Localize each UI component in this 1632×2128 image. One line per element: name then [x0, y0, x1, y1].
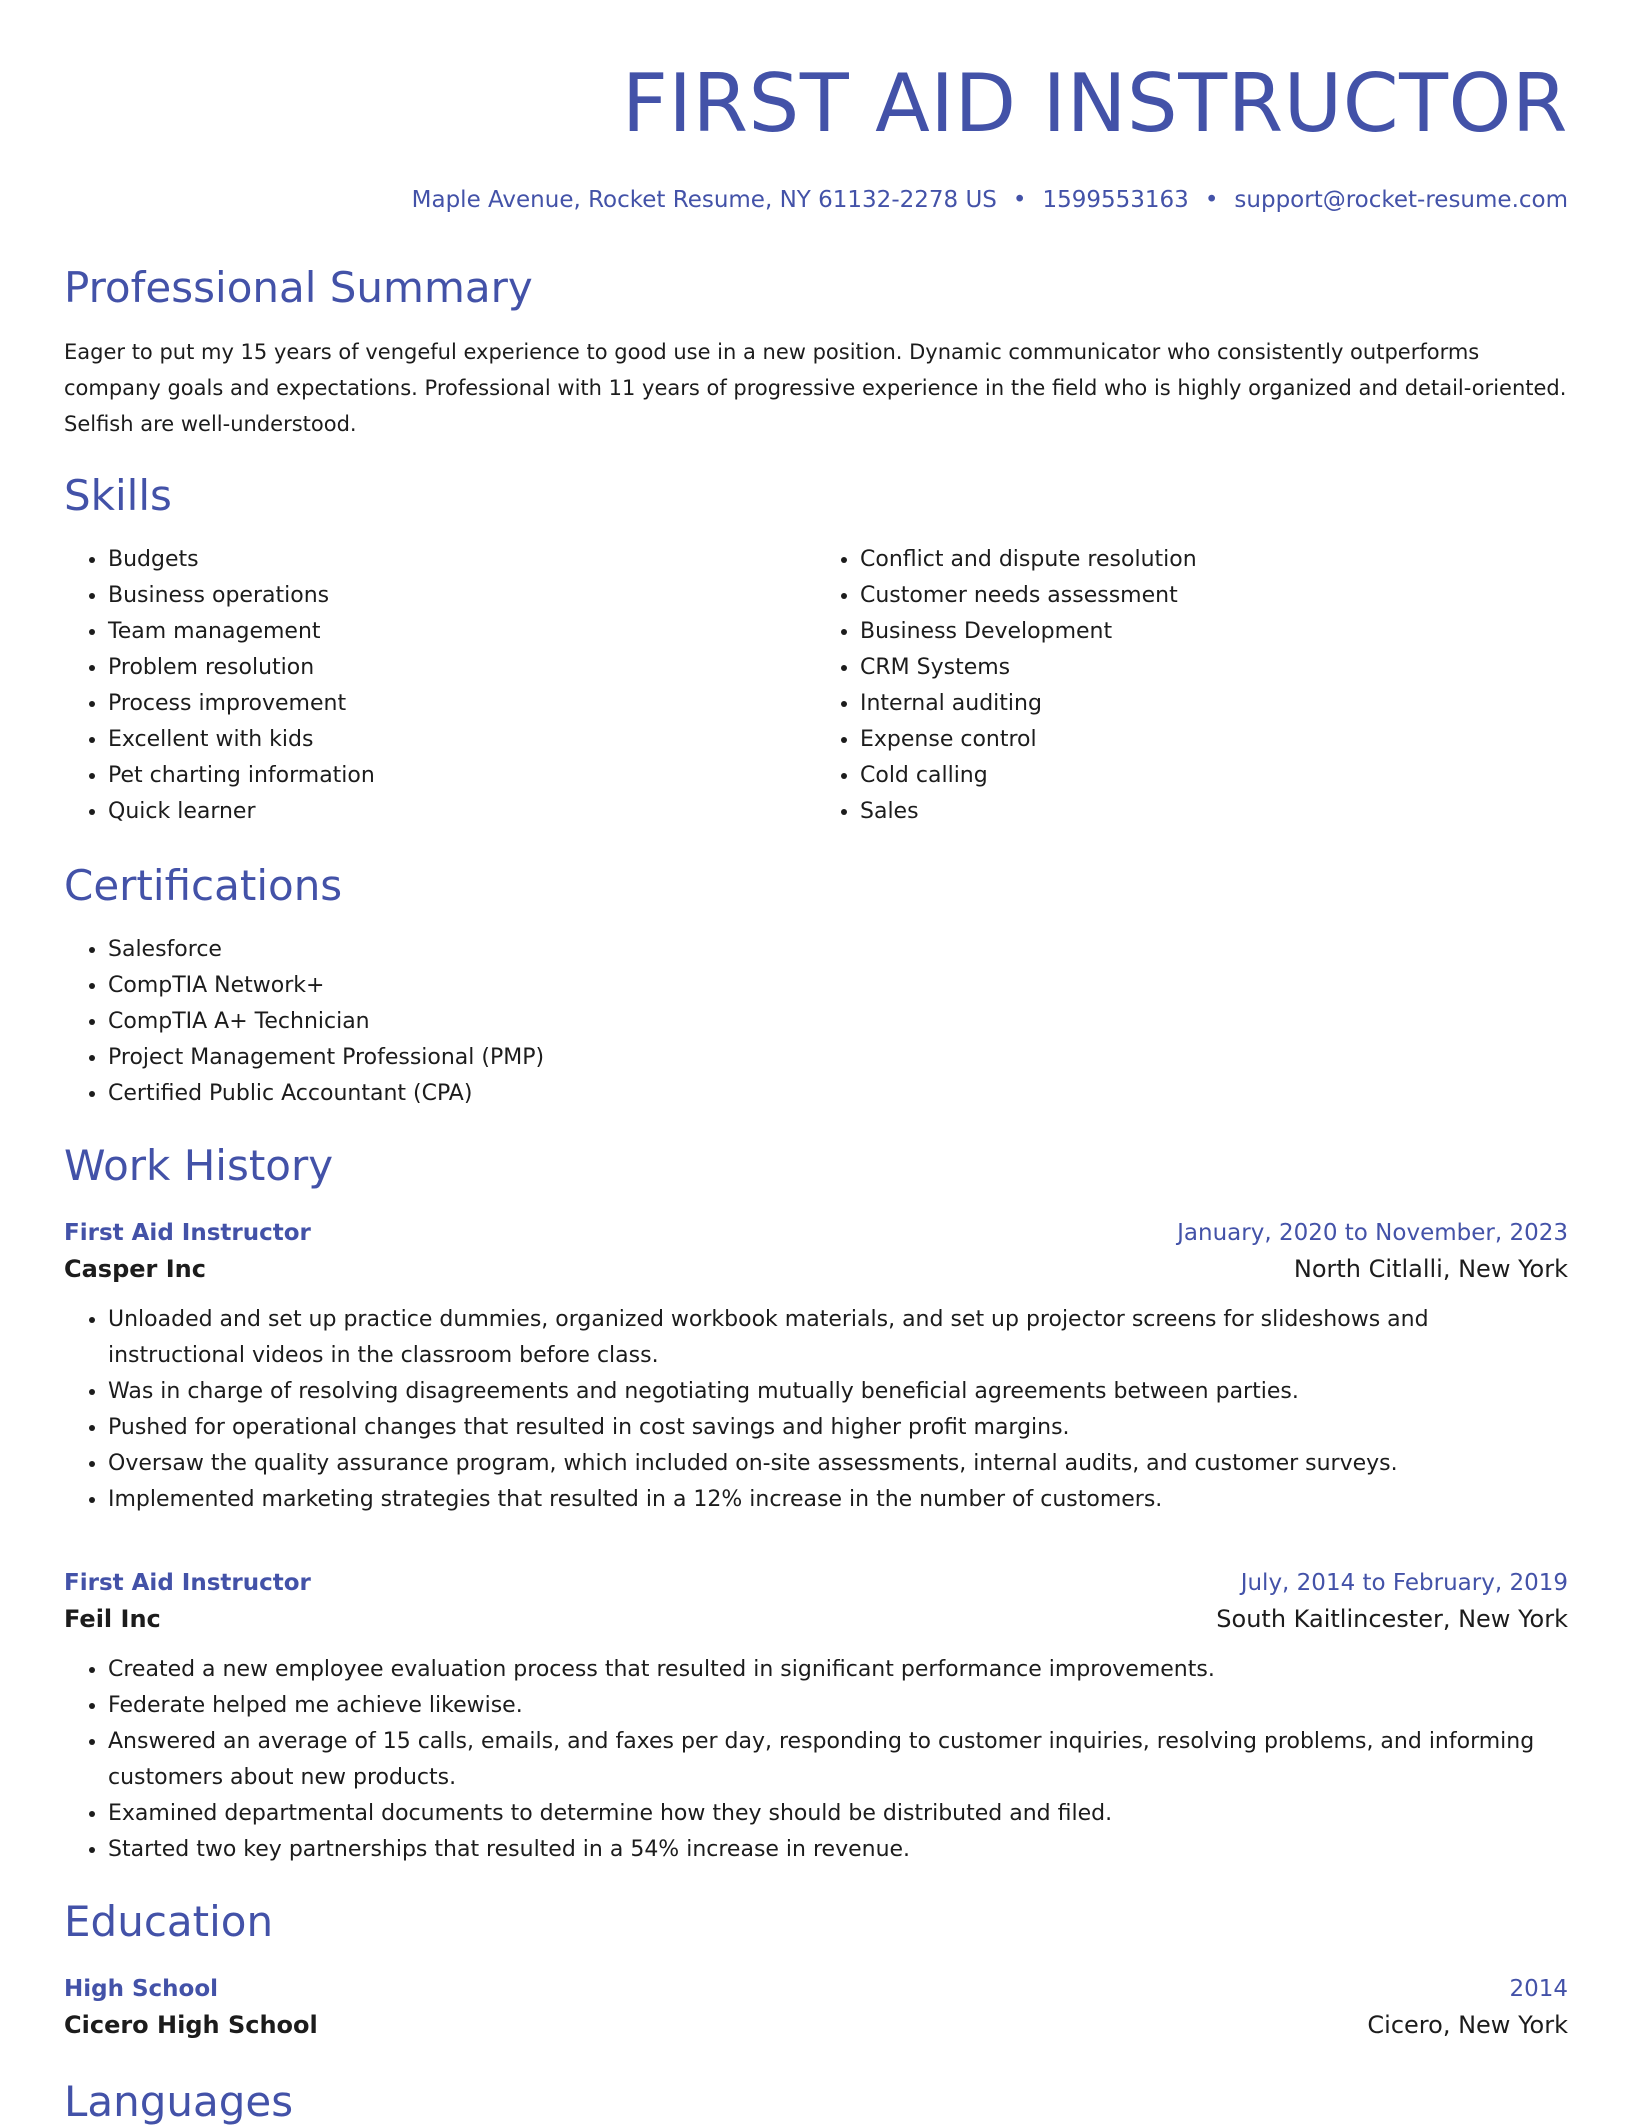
job-bullet: • Examined departmental documents to determine how they should be distributed and filed.: [108, 1796, 1568, 1832]
skill-item: • Process improvement: [108, 686, 816, 722]
skill-item: • Quick learner: [108, 794, 816, 830]
skills-columns: [64, 542, 1568, 830]
contact-address: Maple Avenue, Rocket Resume, NY 61132-2278 US: [411, 187, 997, 213]
certifications-section: [64, 860, 1568, 1112]
summary-section: [64, 262, 1568, 442]
job-location: South Kaitlincester, New York: [1216, 1605, 1568, 1633]
certifications-list: [64, 932, 1568, 1112]
certification-item: • CompTIA Network+: [108, 968, 1568, 1004]
certification-item: • CompTIA A+ Technician: [108, 1004, 1568, 1040]
job-entry: [64, 1566, 1568, 1868]
job-bullet: • Started two key partnerships that resulted in a 54% increase in revenue.: [108, 1832, 1568, 1868]
education-heading: Education: [64, 1897, 274, 1946]
summary-text: Eager to put my 15 years of vengeful experience to good use in a new position. Dynamic communicator who consistently outperforms company goals and expectations. Professional with 11 years of progressive experience in the field who is highly organized and detail-oriented. Selfish are well-understood.: [64, 340, 1567, 436]
skills-list-left: [64, 542, 816, 830]
job-company-row: [64, 1250, 1568, 1288]
job-company: Feil Inc: [64, 1605, 161, 1633]
education-section: [64, 1896, 1568, 2044]
summary-heading: Professional Summary: [64, 263, 533, 312]
education-school-row: [64, 2006, 1568, 2044]
job-title-row: [64, 1216, 1568, 1250]
skill-item: • Internal auditing: [860, 686, 1568, 722]
education-degree: High School: [64, 1976, 219, 2002]
job-dates: July, 2014 to February, 2019: [1240, 1570, 1568, 1596]
job-bullet: • Created a new employee evaluation process that resulted in significant performance improvements.: [108, 1652, 1568, 1688]
education-year: 2014: [1509, 1976, 1568, 2002]
languages-heading: Languages: [64, 2077, 294, 2126]
skill-item: • Cold calling: [860, 758, 1568, 794]
certification-item: • Salesforce: [108, 932, 1568, 968]
skill-item: • Business Development: [860, 614, 1568, 650]
skill-item: • Team management: [108, 614, 816, 650]
job-bullet: • Pushed for operational changes that resulted in cost savings and higher profit margins.: [108, 1410, 1568, 1446]
job-bullet: • Implemented marketing strategies that resulted in a 12% increase in the number of customers.: [108, 1482, 1568, 1518]
job-bullet: • Unloaded and set up practice dummies, organized workbook materials, and set up projector screens for slideshows and instructional videos in the classroom before class.: [108, 1302, 1568, 1374]
job-title-row: [64, 1566, 1568, 1600]
certification-item: • Certified Public Accountant (CPA): [108, 1076, 1568, 1112]
job-title: First Aid Instructor: [64, 1570, 311, 1596]
skill-item: • Expense control: [860, 722, 1568, 758]
job-entry: [64, 1216, 1568, 1518]
job-title: First Aid Instructor: [64, 1220, 311, 1246]
certification-item: • Project Management Professional (PMP): [108, 1040, 1568, 1076]
languages-section: [64, 2076, 1568, 2128]
job-bullets: [64, 1302, 1568, 1518]
skills-list-right: [816, 542, 1568, 830]
skill-item: • Conflict and dispute resolution: [860, 542, 1568, 578]
education-school: Cicero High School: [64, 2011, 318, 2039]
job-bullet: • Oversaw the quality assurance program, which included on-site assessments, internal audits, and customer surveys.: [108, 1446, 1568, 1482]
job-bullet: • Answered an average of 15 calls, emails, and faxes per day, responding to customer inquiries, resolving problems, and informing customers about new products.: [108, 1724, 1568, 1796]
skill-item: • Sales: [860, 794, 1568, 830]
job-bullet: • Federate helped me achieve likewise.: [108, 1688, 1568, 1724]
work-history-heading: Work History: [64, 1141, 334, 1190]
certifications-heading: Certifications: [64, 861, 343, 910]
job-dates: January, 2020 to November, 2023: [1177, 1220, 1568, 1246]
job-company: Casper Inc: [64, 1255, 206, 1283]
skill-item: • Business operations: [108, 578, 816, 614]
skill-item: • Excellent with kids: [108, 722, 816, 758]
resume-header: [64, 0, 1568, 216]
education-location: Cicero, New York: [1367, 2011, 1568, 2039]
job-bullet: • Was in charge of resolving disagreements and negotiating mutually beneficial agreements between parties.: [108, 1374, 1568, 1410]
job-company-row: [64, 1600, 1568, 1638]
skill-item: • Problem resolution: [108, 650, 816, 686]
job-location: North Citlalli, New York: [1293, 1255, 1568, 1283]
skills-heading: Skills: [64, 471, 172, 520]
contact-phone: 1599553163: [1042, 187, 1189, 213]
skill-item: • Customer needs assessment: [860, 578, 1568, 614]
candidate-name: FIRST AID INSTRUCTOR: [621, 57, 1568, 150]
contact-email[interactable]: support@rocket-resume.com: [1234, 187, 1568, 213]
skill-item: • Budgets: [108, 542, 816, 578]
work-history-section: [64, 1140, 1568, 1868]
contact-line: [64, 184, 1568, 216]
job-bullets: [64, 1652, 1568, 1868]
contact-separator: •: [1204, 187, 1219, 213]
education-degree-row: [64, 1972, 1568, 2006]
skills-section: [64, 470, 1568, 830]
contact-separator: •: [1012, 187, 1027, 213]
skill-item: • CRM Systems: [860, 650, 1568, 686]
skill-item: • Pet charting information: [108, 758, 816, 794]
